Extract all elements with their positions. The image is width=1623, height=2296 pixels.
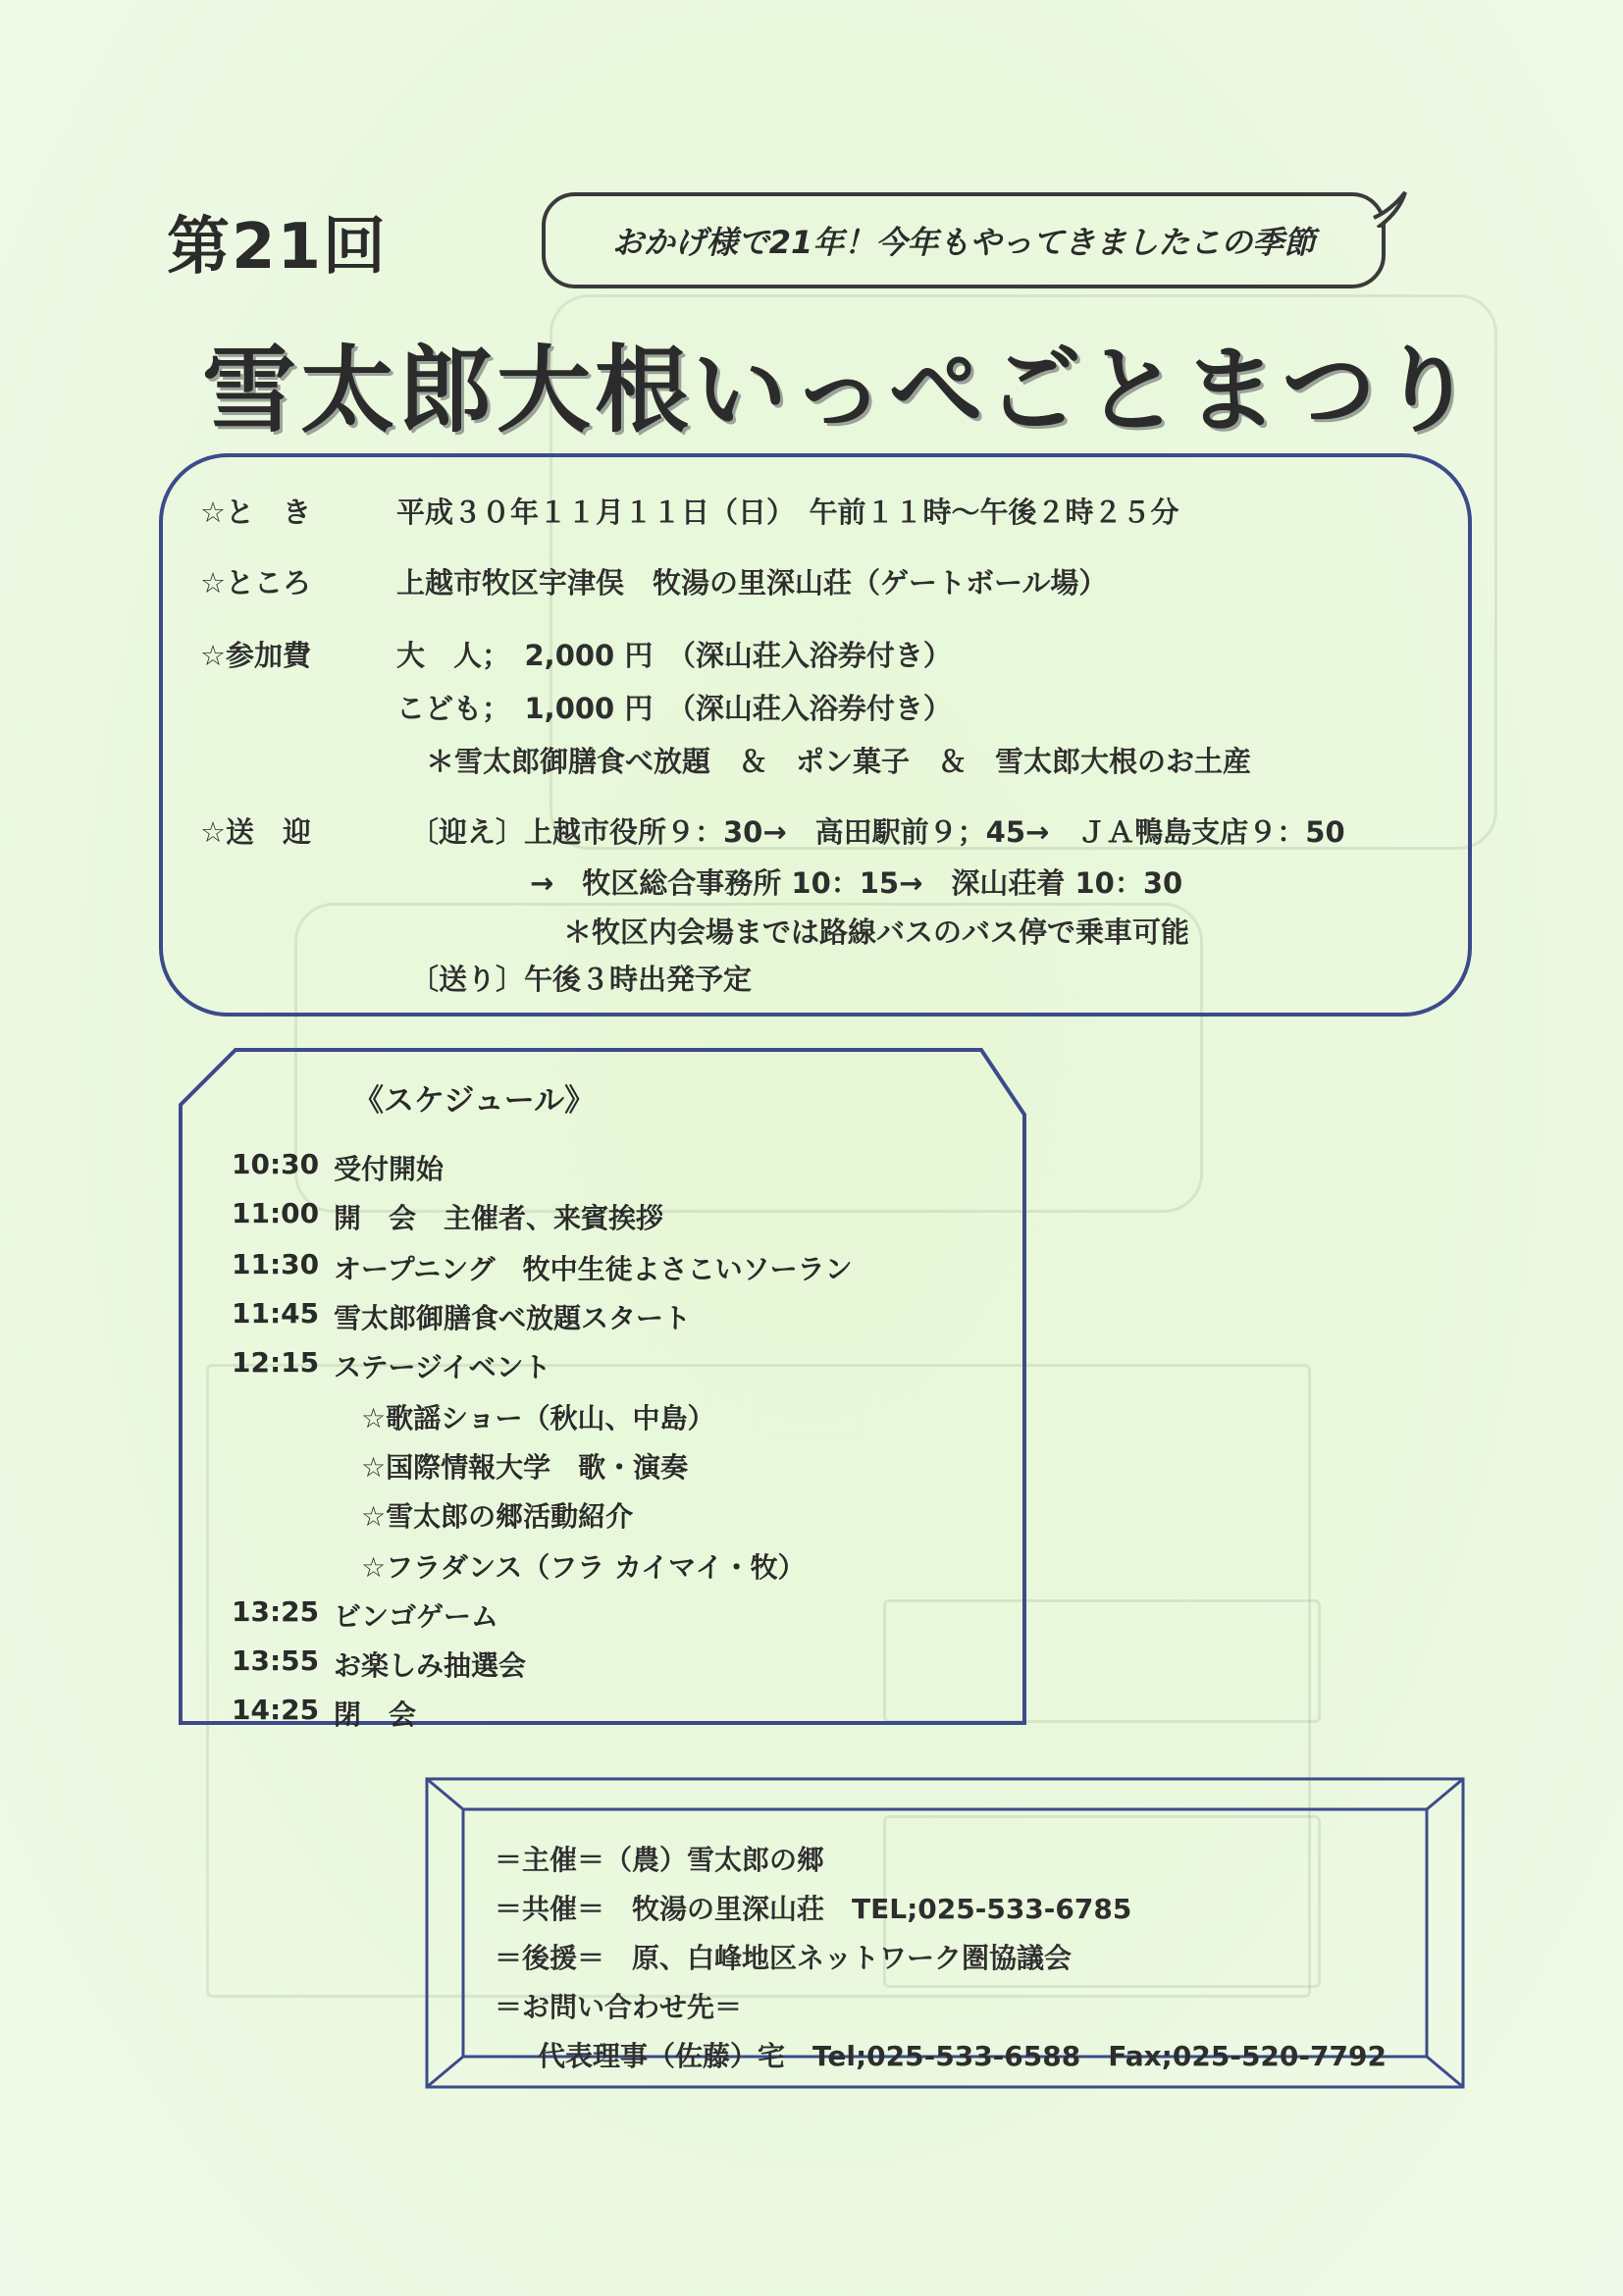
organizer-cohost: ＝共催＝ 牧湯の里深山荘 TEL;025-533-6785 xyxy=(495,1893,1132,1925)
speech-bubble-tail-icon xyxy=(1372,188,1411,228)
schedule-time: 13:55 xyxy=(232,1644,320,1677)
schedule-time: 13:25 xyxy=(232,1595,320,1628)
schedule-event: 雪太郎御膳食べ放題スタート xyxy=(334,1302,692,1334)
shuttle-pickup-line2: → 牧区総合事務所 10：15→ 深山荘着 10：30 xyxy=(530,866,1183,900)
tagline-speech-bubble xyxy=(542,192,1386,288)
date-value: 平成３０年１１月１１日（日） 午前１１時～午後２時２５分 xyxy=(396,496,1179,529)
schedule-event: ビンゴゲーム xyxy=(334,1600,499,1633)
schedule-event: 開 会 主催者、来賓挨拶 xyxy=(334,1202,664,1234)
fee-adult: 大 人； 2,000 円 （深山荘入浴券付き） xyxy=(396,639,952,672)
schedule-event: ステージイベント xyxy=(334,1351,551,1383)
date-label: ☆と き xyxy=(200,496,311,529)
schedule-event: 閉 会 xyxy=(334,1698,417,1731)
schedule-time: 11:30 xyxy=(232,1248,320,1280)
schedule-time: 11:00 xyxy=(232,1197,320,1229)
shuttle-label: ☆送 迎 xyxy=(200,815,311,849)
schedule-time: 14:25 xyxy=(232,1694,320,1726)
schedule-time: 10:30 xyxy=(232,1148,320,1180)
fee-label: ☆参加費 xyxy=(200,639,311,672)
schedule-event: 受付開始 xyxy=(334,1153,445,1185)
shuttle-return: 〔送り〕午後３時出発予定 xyxy=(410,963,753,996)
contact-info: 代表理事（佐藤）宅 Tel;025-533-6588 Fax;025-520-7792 xyxy=(538,2040,1387,2072)
stage-item: ☆雪太郎の郷活動紹介 xyxy=(361,1500,634,1533)
organizer-support: ＝後援＝ 原、白峰地区ネットワーク圏協議会 xyxy=(495,1942,1073,1974)
schedule-time: 11:45 xyxy=(232,1297,320,1330)
schedule-event: オープニング 牧中生徒よさこいソーラン xyxy=(334,1253,853,1285)
tagline-text: おかげ様で21年！今年もやってきましたこの季節 xyxy=(611,224,1316,261)
shuttle-note: ＊牧区内会場までは路線バスのバス停で乗車可能 xyxy=(563,915,1190,949)
edition-number: 第21回 xyxy=(167,211,389,284)
stage-item: ☆フラダンス（フラ カイマイ・牧） xyxy=(361,1551,806,1584)
schedule-event: お楽しみ抽選会 xyxy=(334,1649,527,1682)
schedule-time: 12:15 xyxy=(232,1346,320,1379)
shuttle-pickup-line1: 〔迎え〕上越市役所９：30→ 高田駅前９；45→ ＪＡ鴨島支店９：50 xyxy=(410,815,1345,849)
festival-title: 雪太郎大根いっぺごとまつり xyxy=(202,336,1478,445)
stage-item: ☆国際情報大学 歌・演奏 xyxy=(361,1451,689,1484)
place-label: ☆ところ xyxy=(200,566,311,600)
fee-child: こども； 1,000 円 （深山荘入浴券付き） xyxy=(396,692,952,725)
organizer-host: ＝主催＝（農）雪太郎の郷 xyxy=(495,1844,825,1876)
schedule-title: 《スケジュール》 xyxy=(353,1083,596,1119)
stage-item: ☆歌謡ショー（秋山、中島） xyxy=(361,1402,715,1435)
place-value: 上越市牧区宇津俣 牧湯の里深山荘（ゲートボール場） xyxy=(396,566,1108,600)
contact-label: ＝お問い合わせ先＝ xyxy=(495,1991,743,2023)
fee-note: ＊雪太郎御膳食べ放題 ＆ ポン菓子 ＆ 雪太郎大根のお土産 xyxy=(426,745,1252,778)
